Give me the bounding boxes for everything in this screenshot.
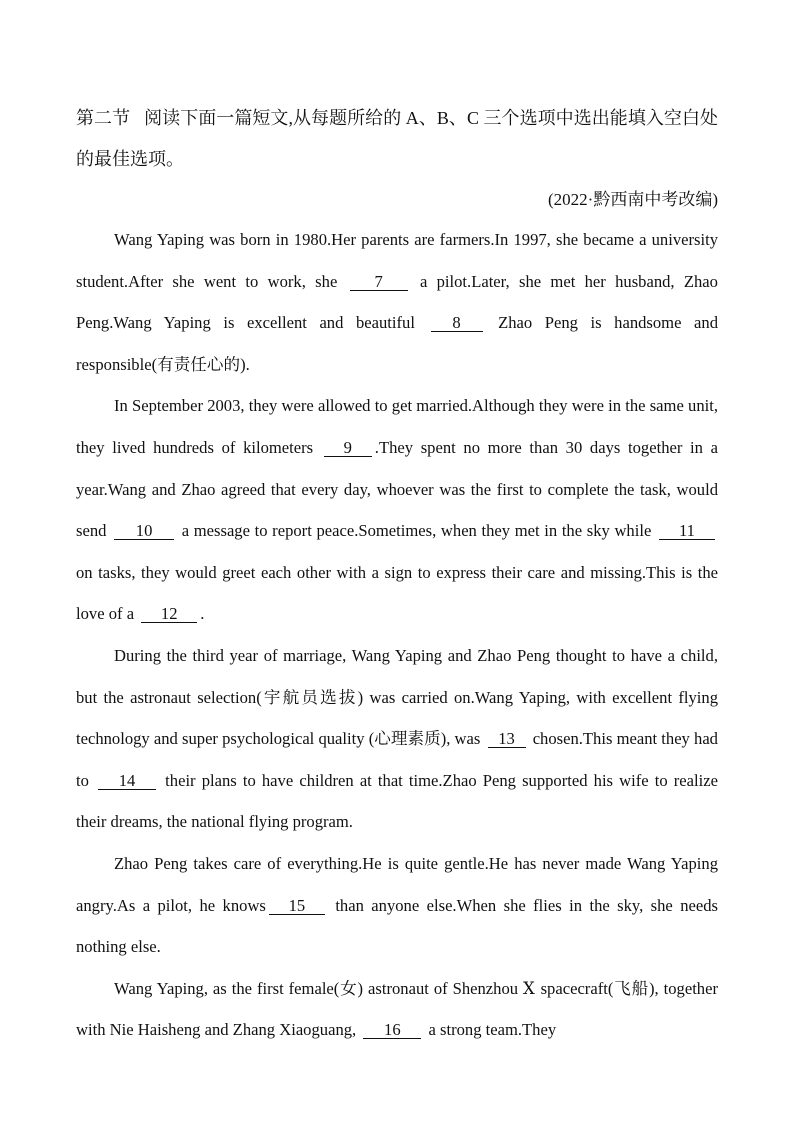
passage-paragraph-2 — [76, 385, 718, 635]
section-label: 第二节 — [76, 108, 131, 128]
passage-text: Zhao Peng is handsome and responsible(有责任心的). — [76, 313, 718, 374]
blank-16: 16 — [363, 1021, 421, 1039]
source-note: (2022·黔西南中考改编) — [548, 190, 718, 209]
passage-paragraph-5 — [76, 968, 718, 1051]
passage-text: . — [200, 604, 205, 624]
blank-7: 7 — [350, 273, 408, 291]
passage-text: During the third year of marriage, Wang Yaping and Zhao Peng thought to have a child, but the astronaut selection(宇航员选拔) was carried on.Wang Yaping, with excellent flying technology and super psychological quality (心理素质), was — [76, 645, 718, 749]
section-instruction: 阅读下面一篇短文,从每题所给的 A、B、C 三个选项中选出能填入空白处的最佳选项。 — [76, 108, 718, 169]
passage-text: chosen.This meant they had to — [76, 729, 718, 790]
passage-text: Wang Yaping was born in 1980.Her parents are farmers.In 1997, she became a university student.After she went to work, she — [76, 230, 718, 291]
blank-14: 14 — [98, 772, 156, 790]
blank-10: 10 — [114, 522, 174, 540]
passage-text: on tasks, they would greet each other with a sign to express their care and missing.This is the love of a — [76, 562, 718, 624]
passage-text: .They spent no more than 30 days together in a year.Wang and Zhao agreed that every day, whoever was the first to complete the task, would send — [76, 437, 718, 541]
blank-9: 9 — [324, 439, 372, 457]
passage-text: Wang Yaping, as the first female(女) astronaut of Shenzhou Ⅹ spacecraft(飞船), together with Nie Haisheng and Zhang Xiaoguang, — [76, 978, 718, 1040]
passage-text: a pilot.Later, she met her husband, Zhao Peng.Wang Yaping is excellent and beautiful — [76, 271, 718, 333]
document-content — [76, 98, 718, 1051]
passage-paragraph-4 — [76, 843, 718, 968]
passage-text: Zhao Peng takes care of everything.He is quite gentle.He has never made Wang Yaping angry.As a pilot, he knows — [76, 853, 718, 915]
passage-text: In September 2003, they were allowed to get married.Although they were in the same unit, they lived hundreds of kilometers — [76, 396, 718, 457]
blank-11: 11 — [659, 522, 715, 540]
blank-12: 12 — [141, 605, 197, 623]
blank-15: 15 — [269, 897, 325, 915]
passage-text: than anyone else.When she flies in the sky, she needs nothing else. — [76, 895, 718, 957]
passage-text: a message to report peace.Sometimes, when they met in the sky while — [181, 521, 652, 541]
blank-13: 13 — [488, 730, 526, 748]
passage-paragraph-1 — [76, 219, 718, 385]
passage-text: their plans to have children at that time.Zhao Peng supported his wife to realize their dreams, the national flying program. — [76, 770, 718, 832]
passage-paragraph-3 — [76, 635, 718, 843]
section-heading — [76, 98, 718, 180]
blank-8: 8 — [431, 314, 483, 332]
passage-text: a strong team.They — [428, 1020, 557, 1040]
